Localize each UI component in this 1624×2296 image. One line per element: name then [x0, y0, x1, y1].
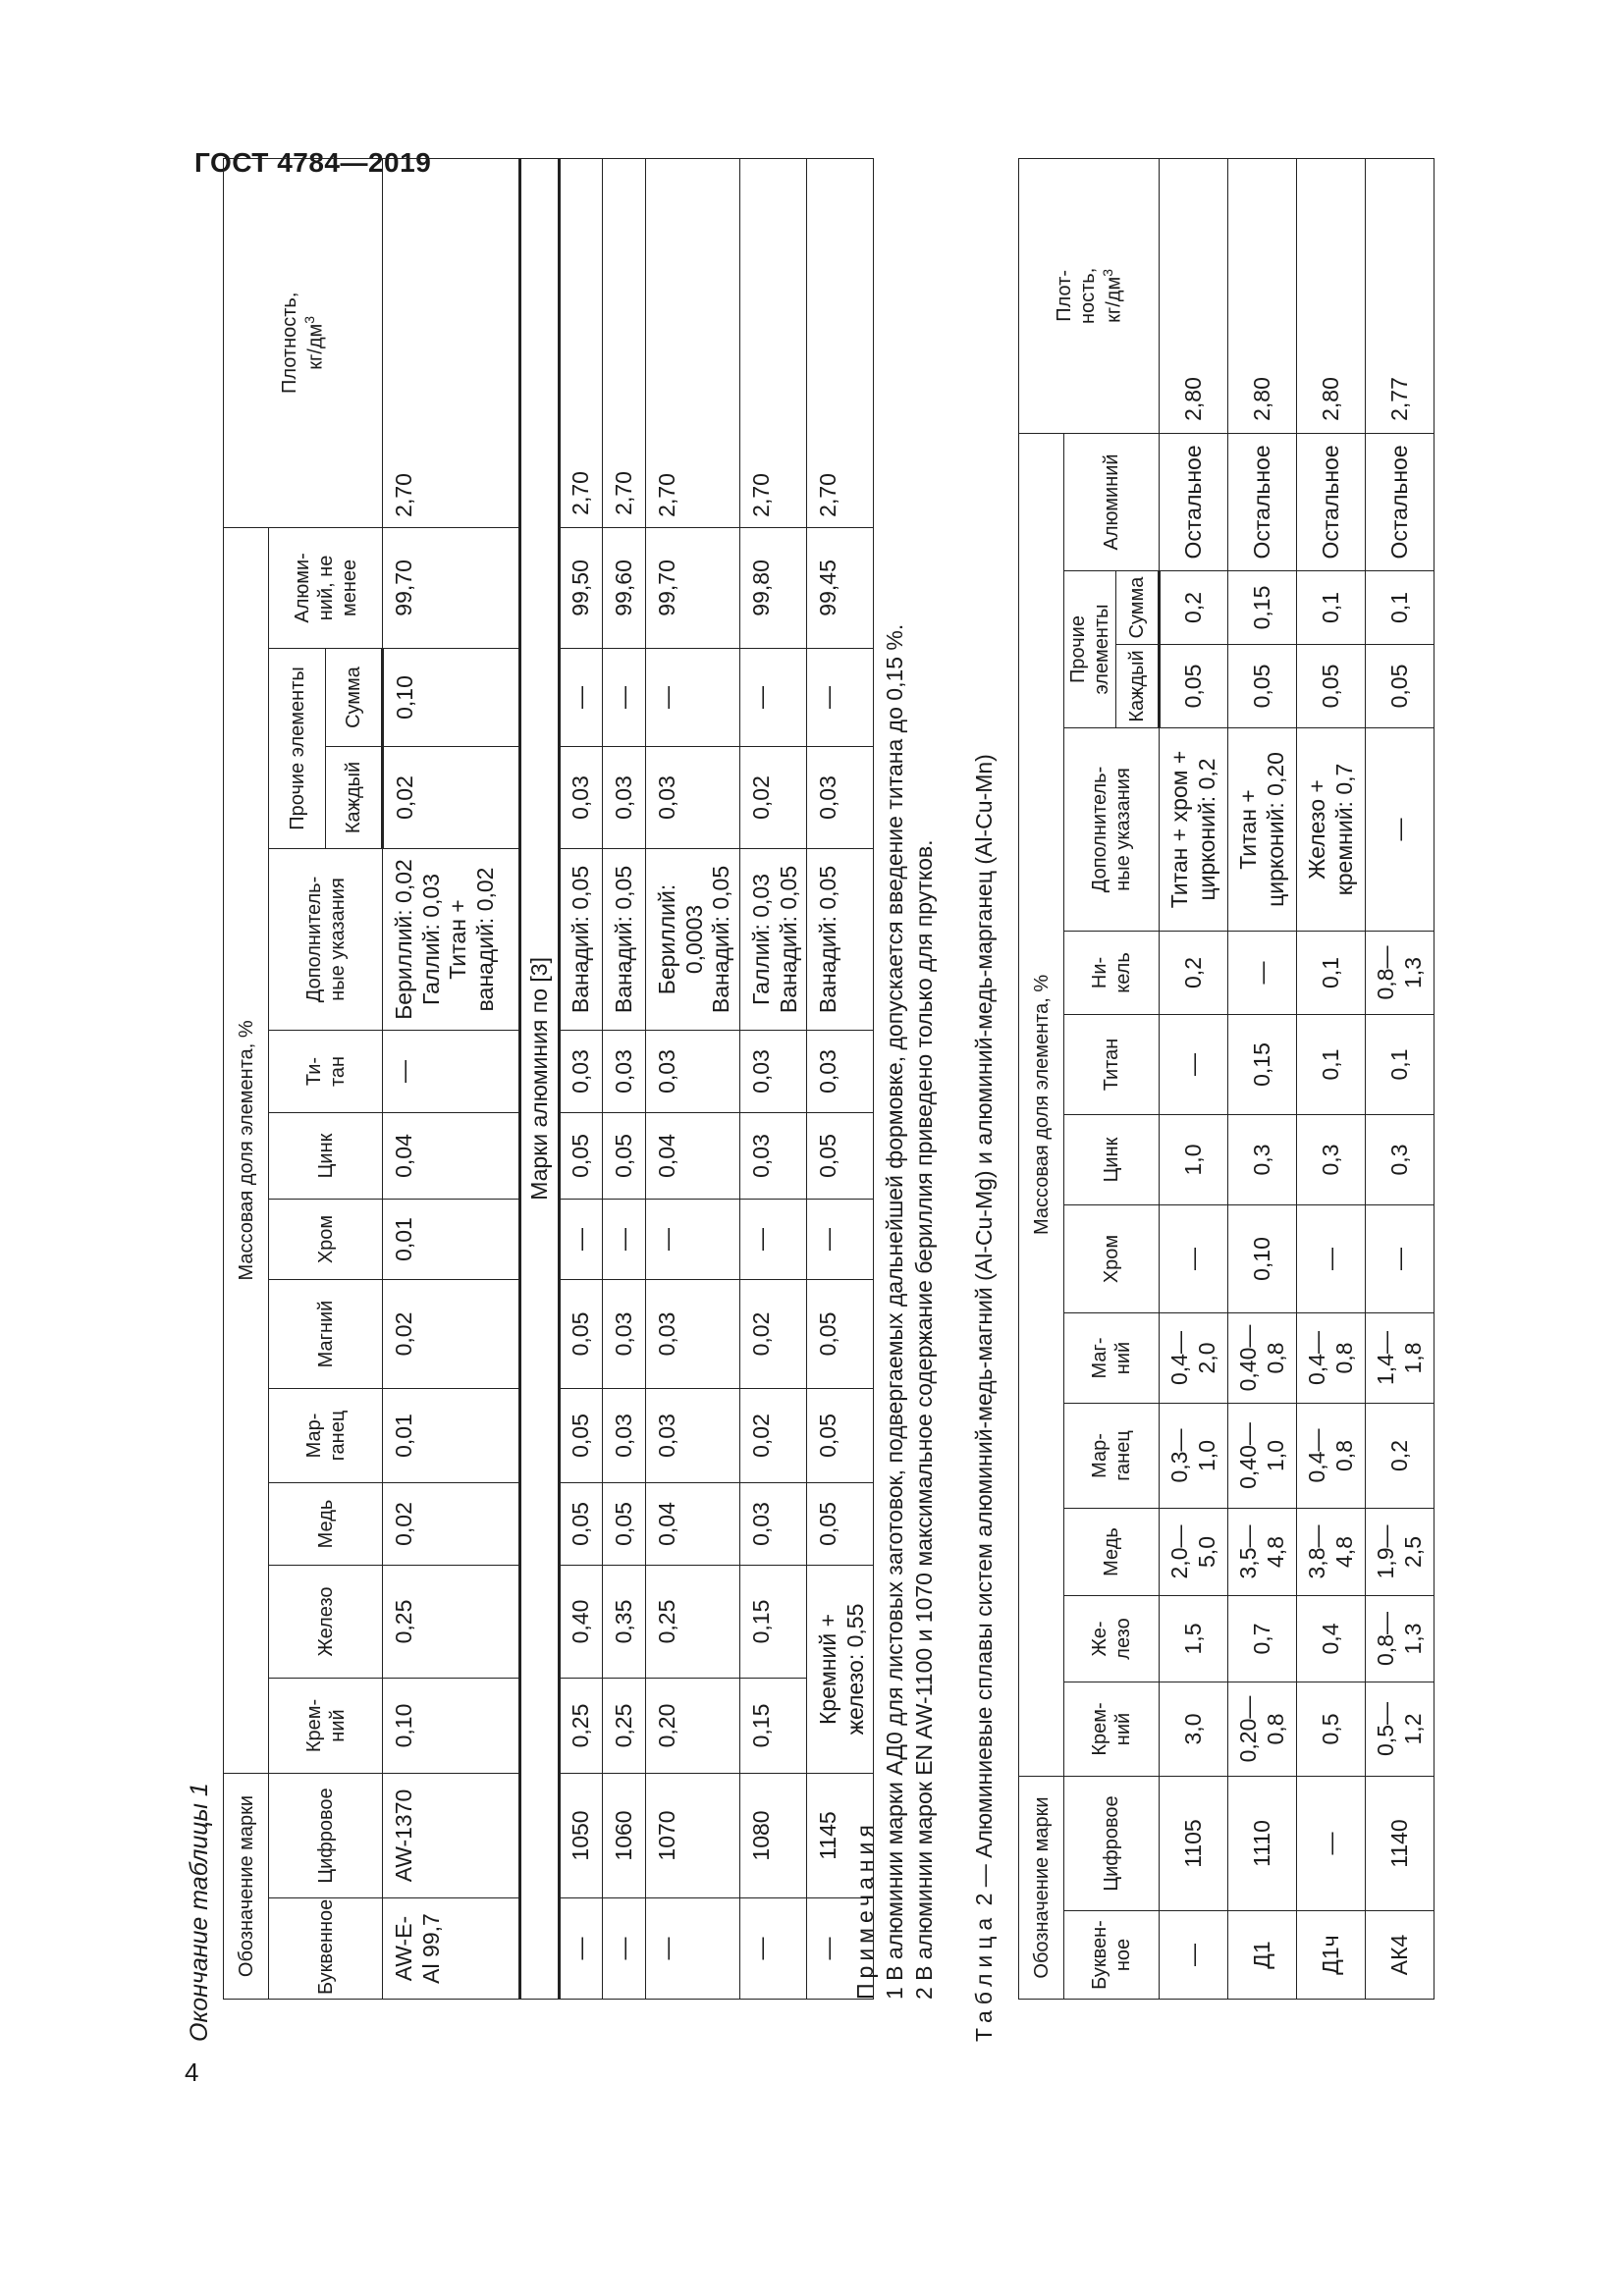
- table1: [223, 158, 874, 2000]
- notes-title: Примечания: [852, 1820, 878, 2000]
- table-cell: 99,80: [740, 527, 807, 648]
- t2-h-titanium: Титан: [1064, 1014, 1160, 1114]
- table-cell: 0,8— 1,3: [1366, 1595, 1435, 1682]
- table-cell: 0,1: [1297, 1014, 1366, 1114]
- table-cell: —: [646, 648, 740, 746]
- table2-caption: Таблица 2 — Алюминиевые сплавы систем алюминий-медь-магний (Al-Cu-Mg) и алюминий-медь-марганец (Al-Cu-Mn): [971, 754, 997, 2042]
- table-cell: —: [740, 1898, 807, 2000]
- t1-h-silicon: Крем- ний: [269, 1678, 383, 1773]
- table-cell: Остальное: [1297, 433, 1366, 570]
- table-cell: 0,05: [807, 1388, 874, 1482]
- table-cell: 0,25: [560, 1678, 603, 1773]
- table-cell: 0,03: [807, 746, 874, 848]
- rotated-content: [182, 113, 1488, 2042]
- document-header: ГОСТ 4784—2019: [194, 147, 432, 178]
- table-row: [646, 158, 740, 1999]
- table-cell: —: [603, 648, 646, 746]
- table-cell: 1050: [560, 1773, 603, 1897]
- table-cell: Кремний + железо: 0,55: [807, 1565, 874, 1773]
- t2-h-letter: Буквен- ное: [1064, 1911, 1160, 2000]
- t1-h-digital: Цифровое: [269, 1773, 383, 1897]
- table-cell: 0,4— 0,8: [1297, 1403, 1366, 1508]
- table-cell: 0,15: [740, 1678, 807, 1773]
- table-cell: 0,03: [646, 1388, 740, 1482]
- table-cell: 0,2: [1366, 1403, 1435, 1508]
- table-cell: Остальное: [1228, 433, 1297, 570]
- t2-h-designation: Обозначение марки: [1019, 1776, 1064, 1999]
- table-cell: 3,0: [1160, 1682, 1228, 1776]
- table-cell: 0,05: [807, 1279, 874, 1388]
- table-cell: 0,03: [560, 746, 603, 848]
- table-cell: 1140: [1366, 1776, 1435, 1910]
- table-cell: 0,04: [646, 1482, 740, 1565]
- t2-h-chromium: Хром: [1064, 1204, 1160, 1312]
- t2-h-iron: Же- лезо: [1064, 1595, 1160, 1682]
- table-cell: 3,8— 4,8: [1297, 1508, 1366, 1595]
- table-cell: 0,25: [383, 1565, 520, 1678]
- table-cell: 0,10: [383, 1678, 520, 1773]
- t1-h-density: Плотность, $кг/дм^3$: [224, 158, 383, 527]
- t1-h-other: Прочие элементы: [269, 648, 326, 848]
- table-cell: 0,03: [603, 1030, 646, 1112]
- t1-h-titanium: Ти- тан: [269, 1030, 383, 1112]
- table-cell: —: [603, 1898, 646, 2000]
- table-cell: —: [560, 648, 603, 746]
- table-cell: Титан + цирконий: 0,20: [1228, 727, 1297, 931]
- t2-h-digital: Цифровое: [1064, 1776, 1160, 1910]
- table-cell: 0,25: [646, 1565, 740, 1678]
- table-row: [1228, 158, 1297, 1999]
- table-cell: 0,05: [560, 1279, 603, 1388]
- table-cell: 0,1: [1297, 570, 1366, 644]
- t1-h-iron: Железо: [269, 1565, 383, 1678]
- table-cell: 0,2: [1160, 570, 1228, 644]
- table-cell: —: [1366, 727, 1435, 931]
- table-cell: 1,4— 1,8: [1366, 1312, 1435, 1403]
- table-cell: Железо + кремний: 0,7: [1297, 727, 1366, 931]
- table-cell: Ванадий: 0,05: [807, 848, 874, 1030]
- table-cell: 1,5: [1160, 1595, 1228, 1682]
- table-cell: 0,5: [1297, 1682, 1366, 1776]
- table-cell: —: [1297, 1776, 1366, 1910]
- table-cell: 0,3: [1366, 1114, 1435, 1204]
- table-cell: 0,02: [740, 1388, 807, 1482]
- table-cell: 0,10: [1228, 1204, 1297, 1312]
- table-cell: 1070: [646, 1773, 740, 1897]
- table-cell: 0,03: [560, 1030, 603, 1112]
- table-cell: 1110: [1228, 1776, 1297, 1910]
- table-cell: —: [807, 648, 874, 746]
- table-cell: —: [1297, 1204, 1366, 1312]
- table-cell: Титан + хром + цирконий: 0,2: [1160, 727, 1228, 931]
- table-row: [1297, 158, 1366, 1999]
- table-cell: 0,25: [603, 1678, 646, 1773]
- table-cell: Остальное: [1160, 433, 1228, 570]
- table-cell: 0,04: [646, 1112, 740, 1199]
- table-cell: 2,80: [1297, 158, 1366, 433]
- table-cell: 2,70: [560, 158, 603, 527]
- table-cell: 2,70: [383, 158, 520, 527]
- table-cell: 0,03: [740, 1112, 807, 1199]
- table-cell: AW-1370: [383, 1773, 520, 1897]
- table-cell: 0,05: [1228, 644, 1297, 727]
- t1-h-sum: Сумма: [326, 648, 383, 746]
- t2-h-other: Прочие элементы: [1064, 570, 1116, 727]
- table-cell: 2,80: [1160, 158, 1228, 433]
- t2-h-mass: Массовая доля элемента, %: [1019, 433, 1064, 1776]
- table-cell: 0,03: [807, 1030, 874, 1112]
- table-row: [383, 158, 520, 1999]
- table-cell: Д1: [1228, 1911, 1297, 2000]
- table-cell: —: [1228, 931, 1297, 1014]
- table-cell: 0,10: [383, 648, 520, 746]
- notes: [851, 154, 940, 2000]
- table-cell: Остальное: [1366, 433, 1435, 570]
- t2-h-zinc: Цинк: [1064, 1114, 1160, 1204]
- table-cell: 0,5— 1,2: [1366, 1682, 1435, 1776]
- table-cell: 1060: [603, 1773, 646, 1897]
- table-row: [1366, 158, 1435, 1999]
- table-cell: 0,01: [383, 1388, 520, 1482]
- table-cell: 0,4— 2,0: [1160, 1312, 1228, 1403]
- table-cell: 0,04: [383, 1112, 520, 1199]
- table-cell: —: [646, 1199, 740, 1279]
- table-cell: —: [807, 1898, 874, 2000]
- table-cell: 0,7: [1228, 1595, 1297, 1682]
- table-cell: 3,5— 4,8: [1228, 1508, 1297, 1595]
- table-cell: Галлий: 0,03 Ванадий: 0,05: [740, 848, 807, 1030]
- table-cell: 99,45: [807, 527, 874, 648]
- table-cell: 0,2: [1160, 931, 1228, 1014]
- table-row: [560, 158, 603, 1999]
- table-cell: 2,70: [740, 158, 807, 527]
- table-row: [603, 158, 646, 1999]
- table-cell: 0,03: [603, 1279, 646, 1388]
- t1-h-magnesium: Магний: [269, 1279, 383, 1388]
- table-cell: 0,02: [383, 1482, 520, 1565]
- table-cell: —: [603, 1199, 646, 1279]
- table-cell: 0,05: [603, 1112, 646, 1199]
- table-cell: 2,80: [1228, 158, 1297, 433]
- table-cell: 0,05: [1366, 644, 1435, 727]
- table-cell: —: [560, 1898, 603, 2000]
- t1-h-chromium: Хром: [269, 1199, 383, 1279]
- t2-h-sum: Сумма: [1116, 570, 1160, 644]
- table-cell: —: [740, 648, 807, 746]
- t1-h-aluminium: Алюми- ний, не менее: [269, 527, 383, 648]
- table-cell: 0,1: [1366, 570, 1435, 644]
- table-cell: —: [560, 1199, 603, 1279]
- t2-h-density: Плот- ность, $кг/дм^3$: [1019, 158, 1160, 433]
- table-cell: 0,05: [1297, 644, 1366, 727]
- t1-h-each: Каждый: [326, 746, 383, 848]
- table-cell: 0,03: [603, 746, 646, 848]
- table-cell: 0,02: [740, 1279, 807, 1388]
- table-cell: 0,3— 1,0: [1160, 1403, 1228, 1508]
- table-cell: 0,05: [560, 1112, 603, 1199]
- table-cell: 0,20— 0,8: [1228, 1682, 1297, 1776]
- table-cell: 0,20: [646, 1678, 740, 1773]
- t1-h-mass: Массовая доля элемента, %: [224, 527, 269, 1773]
- table-cell: 0,40— 1,0: [1228, 1403, 1297, 1508]
- table-cell: Бериллий: 0,02 Галлий: 0,03 Титан + ванадий: 0,02: [383, 848, 520, 1030]
- table-cell: 0,3: [1297, 1114, 1366, 1204]
- t2-h-aluminium: Алюминий: [1064, 433, 1160, 570]
- table-cell: АК4: [1366, 1911, 1435, 2000]
- table-cell: —: [1160, 1911, 1228, 2000]
- t1-h-manganese: Мар- ганец: [269, 1388, 383, 1482]
- t1-h-zinc: Цинк: [269, 1112, 383, 1199]
- note-1: 1 В алюминии марки АД0 для листовых заготовок, подвергаемых дальнейшей формовке, допускается введение титана до 0,15 %.: [881, 623, 907, 2000]
- table-cell: 99,70: [646, 527, 740, 648]
- t2-h-silicon: Крем- ний: [1064, 1682, 1160, 1776]
- table-cell: 0,15: [740, 1565, 807, 1678]
- t2-h-copper: Медь: [1064, 1508, 1160, 1595]
- table-cell: —: [807, 1199, 874, 1279]
- table-row: [1160, 158, 1228, 1999]
- table-cell: 2,70: [646, 158, 740, 527]
- note-2: 2 В алюминии марок EN AW-1100 и 1070 максимальное содержание бериллия приведено только для прутков.: [910, 839, 937, 2000]
- table-cell: —: [1160, 1014, 1228, 1114]
- t1-section-row: Марки алюминия по [3]: [520, 158, 560, 1999]
- t2-h-manganese: Мар- ганец: [1064, 1403, 1160, 1508]
- table-cell: 99,60: [603, 527, 646, 648]
- table2: [1018, 158, 1435, 2000]
- table-cell: —: [1366, 1204, 1435, 1312]
- table-cell: 0,03: [740, 1030, 807, 1112]
- table-cell: 0,03: [646, 746, 740, 848]
- table-cell: 0,40— 0,8: [1228, 1312, 1297, 1403]
- table-cell: —: [1160, 1204, 1228, 1312]
- table-cell: 0,1: [1366, 1014, 1435, 1114]
- table-cell: 0,05: [807, 1482, 874, 1565]
- table-cell: Бериллий: 0,0003 Ванадий: 0,05: [646, 848, 740, 1030]
- table-cell: 0,40: [560, 1565, 603, 1678]
- table-cell: 0,05: [807, 1112, 874, 1199]
- t1-h-designation: Обозначение марки: [224, 1773, 269, 1999]
- table-cell: 0,8— 1,3: [1366, 931, 1435, 1014]
- t2-h-nickel: Ни- кель: [1064, 931, 1160, 1014]
- table-cell: 0,02: [383, 746, 520, 848]
- table-cell: 99,50: [560, 527, 603, 648]
- table-cell: 0,15: [1228, 1014, 1297, 1114]
- table-cell: 0,01: [383, 1199, 520, 1279]
- table-cell: AW-E- Al 99,7: [383, 1898, 520, 2000]
- table-cell: 0,03: [646, 1030, 740, 1112]
- table-cell: 0,05: [603, 1482, 646, 1565]
- t2-h-magnesium: Маг- ний: [1064, 1312, 1160, 1403]
- table-cell: Ванадий: 0,05: [560, 848, 603, 1030]
- table-cell: 2,0— 5,0: [1160, 1508, 1228, 1595]
- table-row: [740, 158, 807, 1999]
- table-cell: Д1ч: [1297, 1911, 1366, 2000]
- table-cell: 0,02: [740, 746, 807, 848]
- table-cell: 1,9— 2,5: [1366, 1508, 1435, 1595]
- page-number: 4: [185, 2057, 199, 2087]
- t2-h-additional: Дополнитель- ные указания: [1064, 727, 1160, 931]
- table-cell: 1145: [807, 1773, 874, 1897]
- table-cell: 0,02: [383, 1279, 520, 1388]
- table-cell: 0,03: [646, 1279, 740, 1388]
- table-cell: —: [383, 1030, 520, 1112]
- table-cell: 0,03: [603, 1388, 646, 1482]
- table-cell: 2,70: [603, 158, 646, 527]
- table-cell: —: [646, 1898, 740, 2000]
- table-cell: 0,05: [560, 1482, 603, 1565]
- t1-h-letter: Буквенное: [269, 1898, 383, 2000]
- table-cell: 1,0: [1160, 1114, 1228, 1204]
- table-cell: 0,4— 0,8: [1297, 1312, 1366, 1403]
- table-cell: Ванадий: 0,05: [603, 848, 646, 1030]
- table-cell: 99,70: [383, 527, 520, 648]
- table-cell: 0,05: [560, 1388, 603, 1482]
- t2-h-each: Каждый: [1116, 644, 1160, 727]
- t1-h-additional: Дополнитель- ные указания: [269, 848, 383, 1030]
- table-cell: 0,05: [1160, 644, 1228, 727]
- t1-h-copper: Медь: [269, 1482, 383, 1565]
- table-cell: 0,15: [1228, 570, 1297, 644]
- table-cell: 1105: [1160, 1776, 1228, 1910]
- table-cell: 0,3: [1228, 1114, 1297, 1204]
- table1-caption: Окончание таблицы 1: [186, 1783, 213, 2042]
- table-cell: 2,77: [1366, 158, 1435, 433]
- table-cell: 1080: [740, 1773, 807, 1897]
- table-cell: 0,03: [740, 1482, 807, 1565]
- table-cell: 0,1: [1297, 931, 1366, 1014]
- table-cell: 2,70: [807, 158, 874, 527]
- table-cell: 0,4: [1297, 1595, 1366, 1682]
- table-cell: —: [740, 1199, 807, 1279]
- table-cell: 0,35: [603, 1565, 646, 1678]
